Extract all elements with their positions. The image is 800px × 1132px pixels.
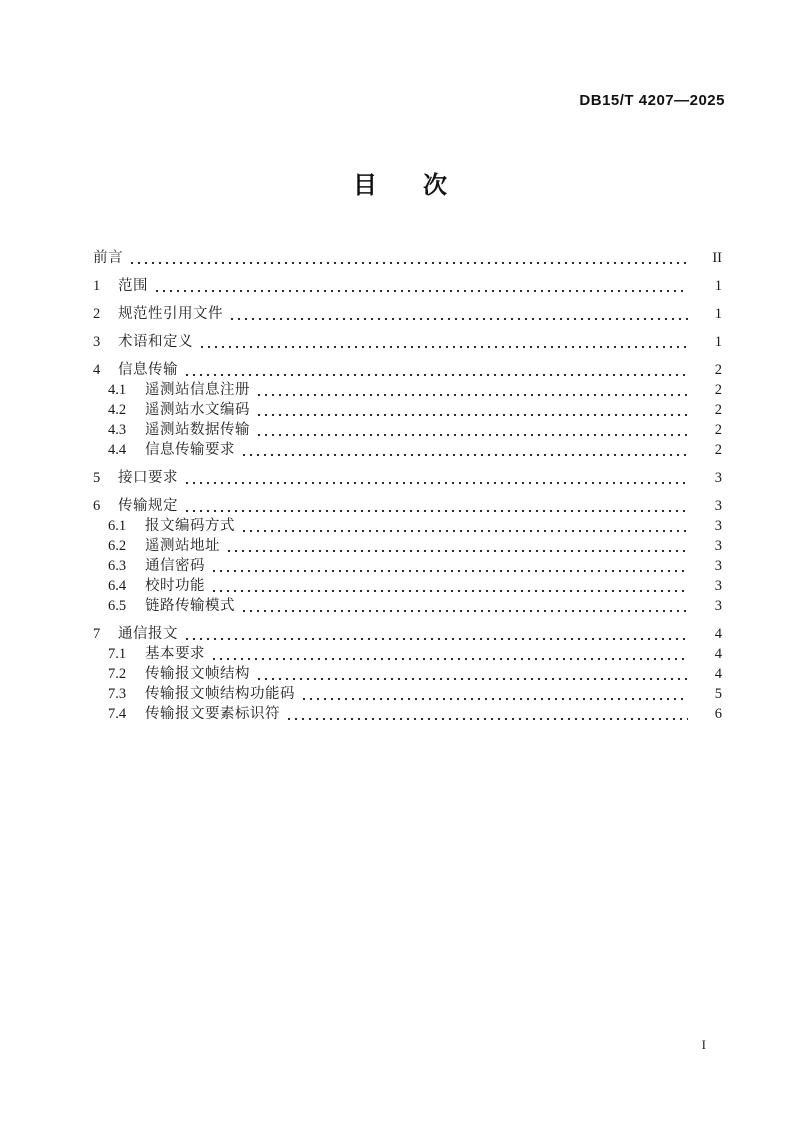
toc-entry-number: 4.2 xyxy=(108,402,127,418)
toc-entry-label: 链路传输模式 xyxy=(145,598,235,614)
toc-entry-page: 4 xyxy=(714,666,722,682)
dot-leader xyxy=(288,718,688,720)
toc-entry-page: 3 xyxy=(714,538,722,554)
toc-entry-page: 3 xyxy=(714,558,722,574)
toc-entry-page: 3 xyxy=(714,518,722,534)
toc-entry-number: 6.5 xyxy=(108,598,127,614)
toc-entry-page: 3 xyxy=(714,498,722,514)
toc-entry-label: 传输报文帧结构功能码 xyxy=(145,686,295,702)
dot-leader xyxy=(258,414,688,416)
dot-leader xyxy=(231,318,688,320)
toc-entry xyxy=(93,304,722,324)
document-header xyxy=(579,92,725,109)
doc-code: DB15/T 4207—2025 xyxy=(579,92,725,109)
dot-leader xyxy=(186,482,688,484)
toc-entry-label: 基本要求 xyxy=(145,646,205,662)
dot-leader xyxy=(186,374,688,376)
toc-entry xyxy=(93,576,722,596)
toc-entry-label: 通信密码 xyxy=(145,558,205,574)
toc-entry xyxy=(93,536,722,556)
toc-entry-page: 3 xyxy=(714,598,722,614)
toc-entry-number: 6.3 xyxy=(108,558,127,574)
toc-entry-label: 术语和定义 xyxy=(118,334,193,350)
toc-entry-number: 3 xyxy=(93,334,101,350)
toc-entry xyxy=(93,644,722,664)
toc-entry-page: 2 xyxy=(714,362,722,378)
toc-entry-page: 5 xyxy=(714,686,722,702)
dot-leader xyxy=(258,678,688,680)
dot-leader xyxy=(243,454,688,456)
dot-leader xyxy=(243,610,688,612)
toc-entry-label: 传输报文帧结构 xyxy=(145,666,250,682)
footer-page-number: I xyxy=(701,1037,706,1052)
toc-entry-number: 6 xyxy=(93,498,101,514)
page-title: 目 次 xyxy=(353,173,447,199)
toc-entry-number: 5 xyxy=(93,470,101,486)
toc-entry-label: 信息传输要求 xyxy=(145,442,235,458)
dot-leader xyxy=(213,658,688,660)
dot-leader xyxy=(213,590,688,592)
toc-entry-page: 3 xyxy=(714,578,722,594)
toc-entry xyxy=(93,516,722,536)
toc-entry-number: 7.2 xyxy=(108,666,127,682)
toc-entry-page: 4 xyxy=(714,646,722,662)
toc-entry xyxy=(93,468,722,488)
dot-leader xyxy=(186,510,688,512)
toc-entry-number: 7.1 xyxy=(108,646,127,662)
dot-leader xyxy=(131,262,688,264)
toc-entry xyxy=(93,664,722,684)
dot-leader xyxy=(303,698,688,700)
toc-entry-page: II xyxy=(712,250,722,266)
toc-entry-label: 信息传输 xyxy=(118,362,178,378)
dot-leader xyxy=(156,290,688,292)
toc-entry-label: 规范性引用文件 xyxy=(118,306,223,322)
toc-entry-page: 2 xyxy=(714,402,722,418)
toc-entry-page: 3 xyxy=(714,470,722,486)
toc-entry-label: 前言 xyxy=(93,250,123,266)
toc-entry xyxy=(93,596,722,616)
toc-entry-page: 2 xyxy=(714,382,722,398)
toc-entry-page: 2 xyxy=(714,442,722,458)
toc-entry xyxy=(93,496,722,516)
toc-entry-number: 2 xyxy=(93,306,101,322)
toc-entry xyxy=(93,360,722,380)
dot-leader xyxy=(186,638,688,640)
toc-entry xyxy=(93,400,722,420)
toc-entry-number: 4.1 xyxy=(108,382,127,398)
toc-entry-label: 接口要求 xyxy=(118,470,178,486)
toc-entry xyxy=(93,704,722,724)
toc-entry-number: 6.1 xyxy=(108,518,127,534)
toc-entry-label: 遥测站数据传输 xyxy=(145,422,250,438)
toc-entry xyxy=(93,420,722,440)
toc-entry-number: 4.4 xyxy=(108,442,127,458)
toc-entry-label: 遥测站信息注册 xyxy=(145,382,250,398)
toc-entry xyxy=(93,440,722,460)
dot-leader xyxy=(258,394,688,396)
toc-entry-page: 1 xyxy=(714,278,722,294)
toc-entry-number: 6.2 xyxy=(108,538,127,554)
toc-entry xyxy=(93,380,722,400)
toc-entry-label: 遥测站水文编码 xyxy=(145,402,250,418)
toc-entry-number: 4.3 xyxy=(108,422,127,438)
toc-entry-label: 报文编码方式 xyxy=(145,518,235,534)
toc-entry-page: 4 xyxy=(714,626,722,642)
toc-entry-number: 4 xyxy=(93,362,101,378)
toc-entry-label: 通信报文 xyxy=(118,626,178,642)
toc-entry-label: 遥测站地址 xyxy=(145,538,220,554)
dot-leader xyxy=(213,570,688,572)
toc-entry-page: 1 xyxy=(714,306,722,322)
toc-entry-label: 传输报文要素标识符 xyxy=(145,706,280,722)
toc-entry-label: 范围 xyxy=(118,278,148,294)
toc-entry-number: 7.3 xyxy=(108,686,127,702)
dot-leader xyxy=(258,434,688,436)
toc-entry xyxy=(93,684,722,704)
toc-entry-number: 7.4 xyxy=(108,706,127,722)
dot-leader xyxy=(201,346,688,348)
toc-list xyxy=(93,248,722,724)
toc-entry-page: 6 xyxy=(714,706,722,722)
toc-entry-number: 1 xyxy=(93,278,101,294)
toc-entry xyxy=(93,624,722,644)
toc-entry xyxy=(93,276,722,296)
toc-entry-number: 6.4 xyxy=(108,578,127,594)
toc-entry xyxy=(93,332,722,352)
dot-leader xyxy=(228,550,688,552)
document-footer xyxy=(702,1037,706,1053)
toc-entry xyxy=(93,556,722,576)
toc-entry-page: 2 xyxy=(714,422,722,438)
toc-entry xyxy=(93,248,722,268)
toc-entry-label: 传输规定 xyxy=(118,498,178,514)
toc-entry-page: 1 xyxy=(714,334,722,350)
toc-entry-number: 7 xyxy=(93,626,101,642)
toc-entry-label: 校时功能 xyxy=(145,578,205,594)
dot-leader xyxy=(243,530,688,532)
